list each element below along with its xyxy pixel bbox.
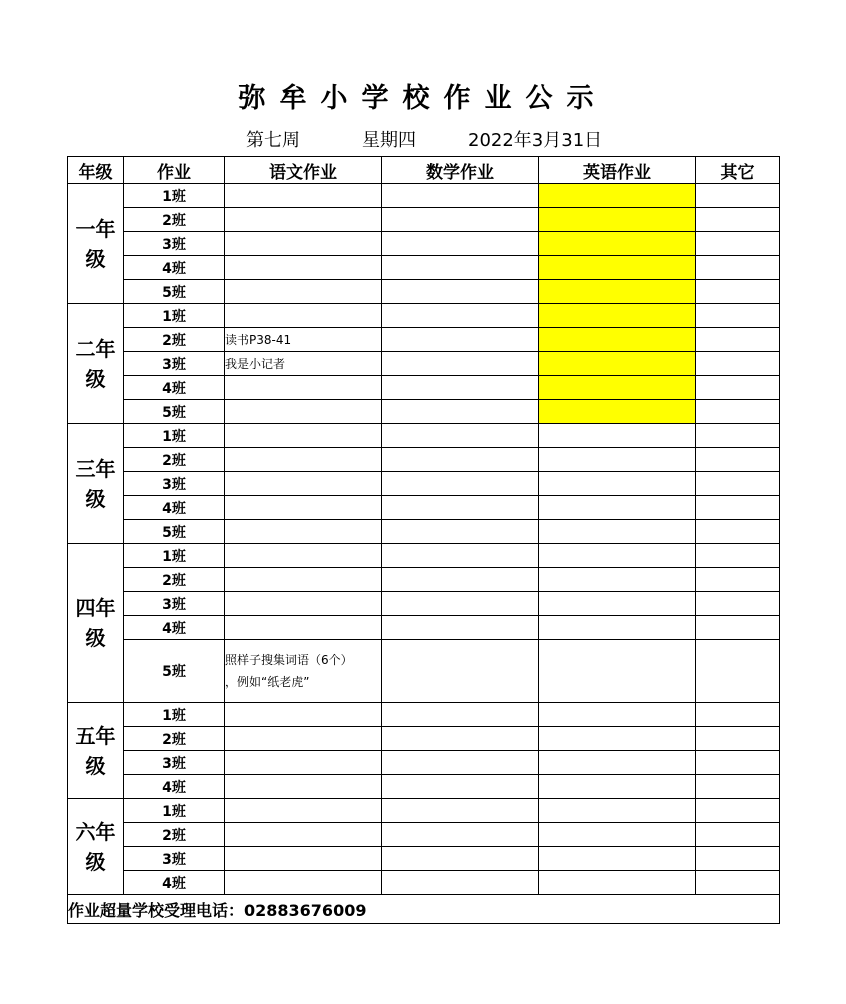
class-label: 2班 [124,448,225,472]
complaint-hotline: 作业超量学校受理电话：02883676009 [68,895,780,924]
english-homework-cell [539,424,696,448]
class-label: 3班 [124,592,225,616]
grade-label [68,703,124,799]
math-homework-cell [382,400,539,424]
table-row [68,871,780,895]
header-chinese: 语文作业 [225,157,382,184]
math-homework-cell [382,799,539,823]
class-label: 5班 [124,520,225,544]
other-homework-cell [696,823,780,847]
header-grade: 年级 [68,157,124,184]
math-homework-cell [382,544,539,568]
class-label: 1班 [124,424,225,448]
class-label: 3班 [124,751,225,775]
table-row [68,544,780,568]
english-homework-cell [539,472,696,496]
english-homework-cell [539,520,696,544]
table-row [68,232,780,256]
weekday-label: 星期四 [362,130,416,151]
chinese-homework-cell [225,871,382,895]
other-homework-cell [696,640,780,703]
english-homework-cell [539,280,696,304]
grade-label [68,424,124,544]
math-homework-cell [382,592,539,616]
english-homework-cell [539,751,696,775]
chinese-homework-cell [225,544,382,568]
other-homework-cell [696,184,780,208]
other-homework-cell [696,544,780,568]
class-label: 2班 [124,208,225,232]
class-label: 5班 [124,400,225,424]
class-label: 1班 [124,304,225,328]
english-homework-cell [539,352,696,376]
english-homework-cell [539,847,696,871]
math-homework-cell [382,616,539,640]
table-row [68,280,780,304]
other-homework-cell [696,592,780,616]
header-english: 英语作业 [539,157,696,184]
math-homework-cell [382,352,539,376]
other-homework-cell [696,400,780,424]
other-homework-cell [696,703,780,727]
math-homework-cell [382,751,539,775]
grade-label [68,544,124,703]
chinese-homework-cell [225,616,382,640]
class-label: 1班 [124,544,225,568]
header-other: 其它 [696,157,780,184]
english-homework-cell [539,727,696,751]
table-row [68,823,780,847]
chinese-homework-cell [225,727,382,751]
other-homework-cell [696,448,780,472]
table-row [68,448,780,472]
math-homework-cell [382,496,539,520]
math-homework-cell [382,376,539,400]
table-row [68,640,780,703]
other-homework-cell [696,304,780,328]
chinese-homework-cell [225,184,382,208]
class-label: 3班 [124,232,225,256]
table-row [68,775,780,799]
table-row [68,304,780,328]
header-math: 数学作业 [382,157,539,184]
grade-label-text: 五年级 [75,723,116,778]
math-homework-cell [382,472,539,496]
table-row [68,496,780,520]
class-label: 1班 [124,703,225,727]
table-row [68,703,780,727]
chinese-homework-cell: 照样子搜集词语（6个） ，例如“纸老虎” [225,640,382,703]
math-homework-cell [382,568,539,592]
english-homework-cell [539,328,696,352]
math-homework-cell [382,304,539,328]
table-row [68,184,780,208]
chinese-homework-cell [225,400,382,424]
math-homework-cell [382,703,539,727]
grade-label-text: 二年级 [75,336,116,391]
english-homework-cell [539,184,696,208]
english-homework-cell [539,568,696,592]
math-homework-cell [382,775,539,799]
class-label: 4班 [124,376,225,400]
math-homework-cell [382,424,539,448]
chinese-homework-cell: 读书P38-41 [225,328,382,352]
other-homework-cell [696,727,780,751]
other-homework-cell [696,280,780,304]
english-homework-cell [539,208,696,232]
page-title: 弥牟小学校作业公示 [238,83,608,114]
other-homework-cell [696,376,780,400]
class-label: 1班 [124,799,225,823]
english-homework-cell [539,376,696,400]
math-homework-cell [382,520,539,544]
class-label: 3班 [124,847,225,871]
math-homework-cell [382,448,539,472]
week-label: 第七周 [246,130,300,151]
grade-label [68,304,124,424]
math-homework-cell [382,640,539,703]
math-homework-cell [382,727,539,751]
table-row [68,568,780,592]
english-homework-cell [539,256,696,280]
table-row [68,256,780,280]
header-homework: 作业 [124,157,225,184]
chinese-homework-cell: 我是小记者 [225,352,382,376]
chinese-homework-cell [225,751,382,775]
table-row [68,751,780,775]
english-homework-cell [539,823,696,847]
homework-table [67,156,780,924]
chinese-homework-cell [225,376,382,400]
other-homework-cell [696,616,780,640]
other-homework-cell [696,751,780,775]
english-homework-cell [539,775,696,799]
chinese-homework-cell [225,568,382,592]
chinese-homework-cell [225,208,382,232]
chinese-homework-cell [225,847,382,871]
english-homework-cell [539,640,696,703]
english-homework-cell [539,448,696,472]
table-row [68,520,780,544]
class-label: 5班 [124,640,225,703]
table-row [68,472,780,496]
class-label: 4班 [124,256,225,280]
class-label: 2班 [124,568,225,592]
math-homework-cell [382,847,539,871]
table-row [68,616,780,640]
english-homework-cell [539,703,696,727]
math-homework-cell [382,871,539,895]
chinese-homework-cell [225,496,382,520]
class-label: 2班 [124,727,225,751]
other-homework-cell [696,328,780,352]
english-homework-cell [539,871,696,895]
grade-label-text: 四年级 [75,596,116,650]
date-label: 2022年3月31日 [468,130,603,151]
table-row [68,376,780,400]
english-homework-cell [539,799,696,823]
table-row [68,328,780,352]
english-homework-cell [539,400,696,424]
chinese-homework-cell [225,775,382,799]
english-homework-cell [539,496,696,520]
table-row [68,847,780,871]
other-homework-cell [696,799,780,823]
english-homework-cell [539,232,696,256]
table-row [68,727,780,751]
class-label: 2班 [124,328,225,352]
class-label: 3班 [124,472,225,496]
class-label: 4班 [124,616,225,640]
other-homework-cell [696,472,780,496]
other-homework-cell [696,568,780,592]
chinese-homework-cell [225,448,382,472]
math-homework-cell [382,328,539,352]
table-row [68,424,780,448]
grade-label-text: 一年级 [75,216,116,271]
table-row [68,208,780,232]
math-homework-cell [382,232,539,256]
chinese-homework-cell [225,232,382,256]
math-homework-cell [382,280,539,304]
other-homework-cell [696,847,780,871]
grade-label-text: 三年级 [75,456,116,511]
grade-label [68,184,124,304]
chinese-homework-cell [225,520,382,544]
class-label: 3班 [124,352,225,376]
table-row [68,352,780,376]
english-homework-cell [539,544,696,568]
math-homework-cell [382,184,539,208]
other-homework-cell [696,775,780,799]
chinese-homework-cell [225,256,382,280]
chinese-homework-cell [225,799,382,823]
table-row [68,400,780,424]
table-row [68,799,780,823]
chinese-homework-cell [225,304,382,328]
chinese-homework-cell [225,472,382,496]
chinese-homework-cell [225,592,382,616]
other-homework-cell [696,352,780,376]
math-homework-cell [382,208,539,232]
other-homework-cell [696,520,780,544]
other-homework-cell [696,256,780,280]
english-homework-cell [539,616,696,640]
chinese-homework-cell [225,424,382,448]
math-homework-cell [382,256,539,280]
table-row [68,592,780,616]
other-homework-cell [696,496,780,520]
other-homework-cell [696,232,780,256]
other-homework-cell [696,871,780,895]
english-homework-cell [539,304,696,328]
math-homework-cell [382,823,539,847]
class-label: 4班 [124,496,225,520]
class-label: 5班 [124,280,225,304]
other-homework-cell [696,424,780,448]
grade-label-text: 六年级 [75,819,116,874]
class-label: 4班 [124,775,225,799]
class-label: 1班 [124,184,225,208]
chinese-homework-cell [225,703,382,727]
class-label: 4班 [124,871,225,895]
chinese-homework-cell [225,823,382,847]
grade-label [68,799,124,895]
class-label: 2班 [124,823,225,847]
other-homework-cell [696,208,780,232]
chinese-homework-cell [225,280,382,304]
english-homework-cell [539,592,696,616]
